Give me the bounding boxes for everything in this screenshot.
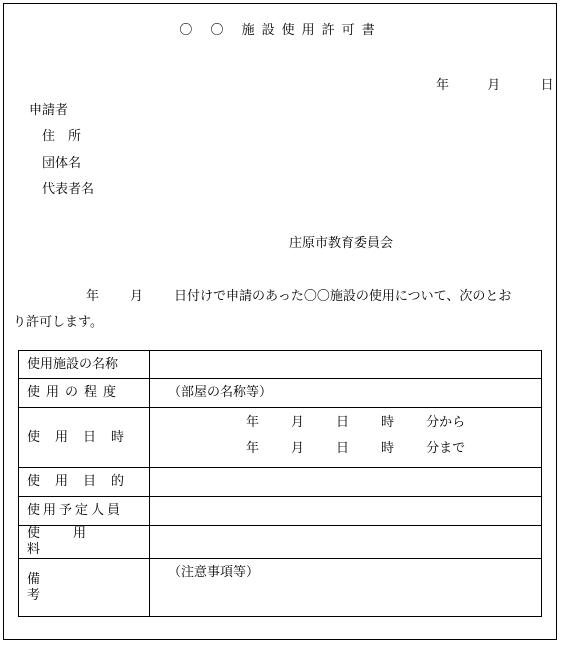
table-row <box>19 497 542 526</box>
purpose-value <box>150 468 542 497</box>
datetime-value <box>150 408 542 468</box>
table-row <box>19 379 542 408</box>
people-value <box>150 497 542 526</box>
facility-name-value <box>150 351 542 379</box>
remarks-note: （注意事項等） <box>150 559 542 617</box>
table-row <box>19 351 542 379</box>
applicant-group-label: 団体名 <box>42 156 82 171</box>
body-month: 月 <box>130 289 144 304</box>
datetime-to: 年 月 日 時 分まで <box>246 441 466 456</box>
applicant-address-label: 住 所 <box>42 129 82 144</box>
purpose-label: 使用目的 <box>19 468 150 497</box>
table-row <box>19 468 542 497</box>
applicant-label: 申請者 <box>29 103 69 118</box>
header-date-month: 月 <box>487 78 501 93</box>
people-label: 使用予定人員 <box>19 497 150 526</box>
datetime-label: 使用日時 <box>19 408 150 468</box>
document-title: 〇 〇 施設使用許可書 <box>179 23 382 38</box>
header-date-day: 日 <box>540 78 554 93</box>
body-text-line2: り許可します。 <box>13 315 103 330</box>
facility-name-label: 使用施設の名称 <box>19 351 150 379</box>
body-year: 年 <box>86 289 100 304</box>
table-row <box>19 559 542 617</box>
header-date <box>436 78 554 94</box>
table-row <box>19 408 542 468</box>
datetime-from: 年 月 日 時 分から <box>246 415 466 430</box>
issuer-name: 庄原市教育委員会 <box>289 236 394 251</box>
fee-label: 使用料 <box>19 526 150 559</box>
extent-note: （部屋の名称等） <box>150 379 542 408</box>
applicant-representative-label: 代表者名 <box>42 182 95 197</box>
header-date-year: 年 <box>436 78 450 93</box>
body-text-line1: 日付けで申請のあった〇〇施設の使用について、次のとお <box>174 289 512 304</box>
permit-details-table <box>18 350 542 617</box>
remarks-label: 備考 <box>19 559 150 617</box>
extent-label: 使用の程度 <box>19 379 150 408</box>
fee-value <box>150 526 542 559</box>
table-row <box>19 526 542 559</box>
